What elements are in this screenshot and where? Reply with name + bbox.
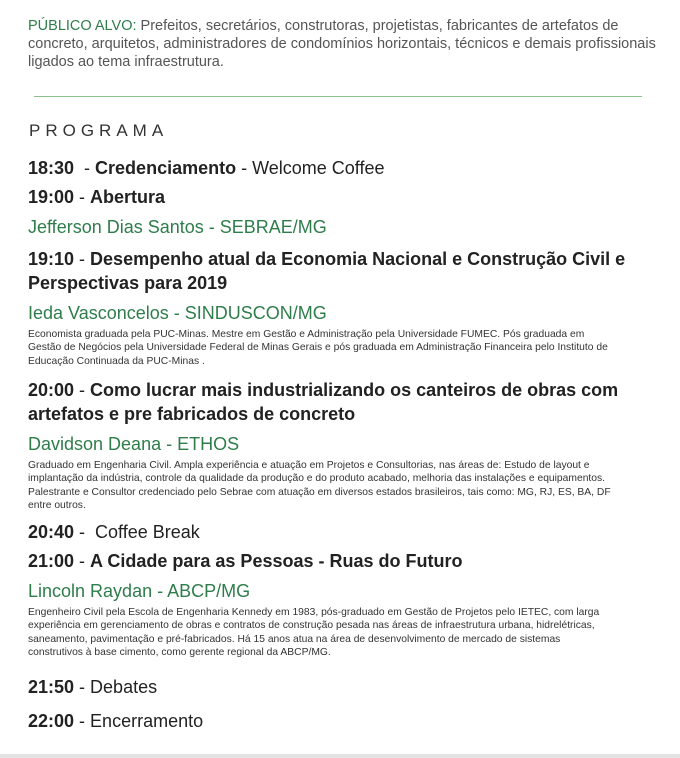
schedule-separator: -	[74, 249, 91, 269]
schedule-line	[28, 549, 628, 573]
schedule-item	[28, 247, 628, 368]
schedule-separator: -	[74, 677, 91, 697]
schedule-separator: -	[74, 551, 91, 571]
schedule-item	[28, 675, 628, 699]
speaker-bio: Graduado em Engenharia Civil. Ampla experiência e atuação em Projetos e Consultorias, nas áreas de: Estudo de layout e implantação da indústria, controle da qualidade da produção e do produto acabado, melhoria das instalações e equipamentos. Palestrante e Consultor credenciado pelo Sebrae com atuação em diversos estados brasileiros, tais como: MG, RJ, ES, BA, DF entre outros.	[28, 460, 611, 511]
schedule-time: 19:10	[28, 249, 75, 269]
schedule-line	[28, 709, 628, 733]
schedule-separator: -	[74, 522, 96, 542]
schedule-separator: -	[74, 711, 91, 731]
schedule-item	[28, 709, 628, 733]
footer-bar	[0, 754, 680, 758]
schedule-title: A Cidade para as Pessoas - Ruas do Futuro	[90, 551, 463, 571]
target-audience	[28, 17, 658, 71]
schedule-title: Credenciamento	[95, 158, 237, 178]
speaker-bio: Economista graduada pela PUC-Minas. Mestre em Gestão e Administração pela Universidade FUMEC. Pós graduada em Gestão de Negócios pela Universidade Federal de Minas Gerais e pós graduada em Administração Financeira pelo Instituto de Educação Continuada da PUC-Minas .	[28, 329, 608, 367]
schedule-line	[28, 520, 628, 544]
schedule-item	[28, 185, 628, 239]
schedule-line	[28, 675, 628, 699]
schedule-item	[28, 520, 628, 544]
schedule-line	[28, 185, 628, 209]
schedule-separator: -	[74, 380, 91, 400]
schedule-title: Como lucrar mais industrializando os canteiros de obras com artefatos e pre fabricados de concreto	[28, 380, 619, 424]
speaker-bio: Engenheiro Civil pela Escola de Engenharia Kennedy em 1983, pós-graduado em Gestão de Projetos pelo IETEC, com larga experiência em gerenciamento de obras e contratos de construção pesada nas áreas de infraestrutura urbana, hidrelétricas, saneamento, pavimentação e pré-fabricados. Há 15 anos atua na área de desenvolvimento de mercado de sistemas construtivos à base cimento, como gerente regional da ABCP/MG.	[28, 607, 600, 658]
schedule-time: 19:00	[28, 187, 75, 207]
schedule-time: 21:00	[28, 551, 75, 571]
schedule-time: 22:00	[28, 711, 75, 731]
schedule-line	[28, 247, 628, 295]
schedule-subtitle: Encerramento	[90, 711, 204, 731]
schedule-separator: -	[74, 187, 91, 207]
schedule-subtitle: - Welcome Coffee	[236, 158, 385, 178]
schedule-line	[28, 156, 628, 180]
schedule-item	[28, 378, 628, 512]
schedule-separator: -	[74, 158, 96, 178]
target-audience-label: PÚBLICO ALVO:	[28, 18, 137, 34]
program-heading: PROGRAMA	[29, 121, 169, 140]
speaker-name: Ieda Vasconcelos - SINDUSCON/MG	[28, 303, 327, 323]
schedule-subtitle: Debates	[90, 677, 158, 697]
schedule-time: 20:00	[28, 380, 75, 400]
schedule-item	[28, 549, 628, 659]
schedule-line	[28, 378, 628, 426]
schedule-title: Abertura	[90, 187, 166, 207]
schedule-time: 20:40	[28, 522, 75, 542]
target-audience-text: Prefeitos, secretários, construtoras, projetistas, fabricantes de artefatos de concreto, arquitetos, administradores de condomínios horizontais, técnicos e demais profissionais ligados ao tema infraestrutura.	[28, 18, 656, 70]
schedule-item	[28, 156, 628, 180]
speaker-name: Lincoln Raydan - ABCP/MG	[28, 581, 251, 601]
speaker-name: Davidson Deana - ETHOS	[28, 434, 240, 454]
divider	[34, 96, 642, 97]
schedule-time: 21:50	[28, 677, 75, 697]
schedule-subtitle: Coffee Break	[95, 522, 200, 542]
speaker-name: Jefferson Dias Santos - SEBRAE/MG	[28, 217, 327, 237]
schedule-title: Desempenho atual da Economia Nacional e Construção Civil e Perspectivas para 2019	[28, 249, 626, 293]
schedule-time: 18:30	[28, 158, 75, 178]
